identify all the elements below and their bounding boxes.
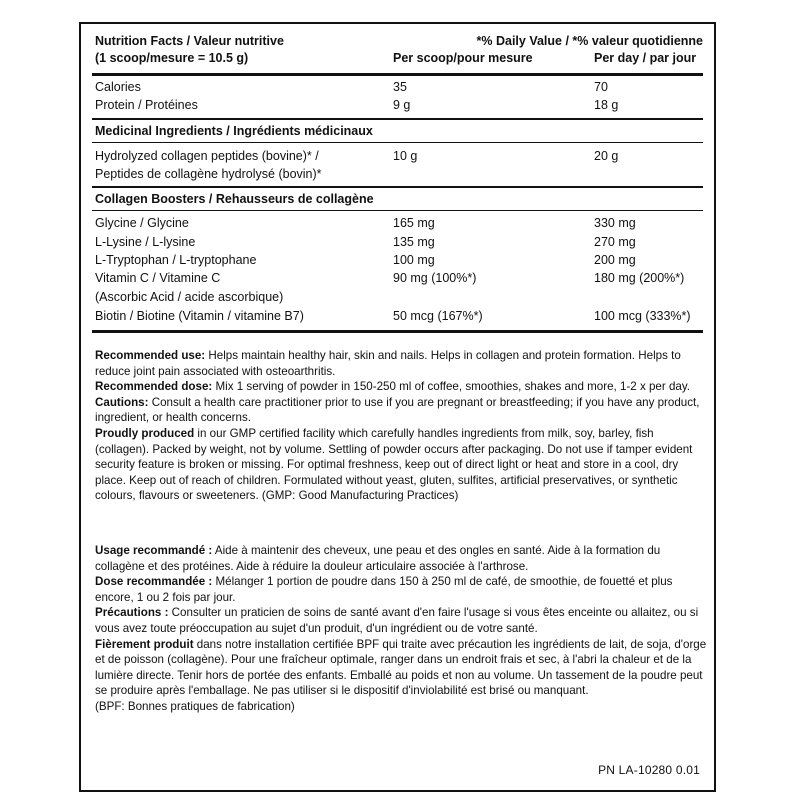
row-per-scoop: 10 g xyxy=(393,149,418,163)
row-name: Peptides de collagène hydrolysé (bovin)* xyxy=(95,167,322,181)
row-per-day: 100 mcg (333%*) xyxy=(594,309,691,323)
row-name: Biotin / Biotine (Vitamin / vitamine B7) xyxy=(95,309,304,323)
row-name: Protein / Protéines xyxy=(95,98,198,112)
divider xyxy=(92,142,703,143)
col-header-per-day: Per day / par jour xyxy=(594,51,697,65)
divider xyxy=(92,210,703,211)
dose-recommandee: Dose recommandée : Mélanger 1 portion de poudre dans 150 à 250 ml de café, de smoothie, de fouetté et plus encore, 1 ou 2 fois par jour. xyxy=(95,575,673,604)
cautions: Cautions: Consult a health care practitioner prior to use if you are pregnant or breastfeeding; if you have any product, ingredient, or health concerns. xyxy=(95,395,700,425)
row-per-scoop: 100 mg xyxy=(393,253,435,267)
row-per-scoop: 90 mg (100%*) xyxy=(393,271,477,285)
row-name: (Ascorbic Acid / acide ascorbique) xyxy=(95,290,284,304)
divider xyxy=(92,118,703,120)
daily-value-note: *% Daily Value / *% valeur quotidienne xyxy=(476,34,703,48)
row-name: Glycine / Glycine xyxy=(95,216,189,230)
medicinal-title: Medicinal Ingredients / Ingrédients médicinaux xyxy=(95,124,373,138)
row-per-day: 330 mg xyxy=(594,216,636,230)
french-directions xyxy=(95,543,707,715)
bpf-note: (BPF: Bonnes pratiques de fabrication) xyxy=(95,699,295,713)
row-per-scoop: 9 g xyxy=(393,98,411,112)
precautions: Précautions : Consulter un praticien de soins de santé avant d'en faire l'usage si vous êtes enceinte ou allaitez, ou si vous avez toute préoccupation au sujet d'un produit, d'un ingrédient ou de votre santé. xyxy=(95,606,699,635)
row-name: L-Tryptophan / L-tryptophane xyxy=(95,253,257,267)
row-name: Calories xyxy=(95,80,141,94)
row-per-day: 270 mg xyxy=(594,235,636,249)
row-per-scoop: 50 mcg (167%*) xyxy=(393,309,483,323)
fierement-produit: Fièrement produit dans notre installation certifiée BPF qui traite avec précaution les ingrédients de lait, de soja, d'orge et de poisson (collagène). Pour une fraîcheur optimale, ranger dans un endroit frais et sec, à l'abri la chaleur et de la lumière directe. Tenir hors de portée des enfants. Emballé au poids et non au volume. Un tassement de la poudre peut se produire après l'emballage. Ne pas utiliser si le dispositif d'inviolabilité est brisé ou manquant. xyxy=(95,637,707,698)
nutrition-header xyxy=(92,33,703,71)
recommended-dose: Recommended dose: Mix 1 serving of powder in 150-250 ml of coffee, smoothies, shakes and more, 1-2 x per day. xyxy=(95,380,690,394)
row-per-scoop: 165 mg xyxy=(393,216,435,230)
row-name: Vitamin C / Vitamine C xyxy=(95,271,221,285)
row-per-scoop: 135 mg xyxy=(393,235,435,249)
part-number: PN LA-10280 0.01 xyxy=(598,763,700,777)
row-per-day: 200 mg xyxy=(594,253,636,267)
row-name: Hydrolyzed collagen peptides (bovine)* / xyxy=(95,149,319,163)
nutrition-title: Nutrition Facts / Valeur nutritive (1 scoop/mesure = 10.5 g) xyxy=(95,34,284,65)
divider xyxy=(92,186,703,188)
serving-size: (1 scoop/mesure = 10.5 g) xyxy=(95,51,249,65)
row-name: L-Lysine / L-lysine xyxy=(95,235,196,249)
row-per-day: 20 g xyxy=(594,149,619,163)
row-per-day: 70 xyxy=(594,80,608,94)
proudly-produced: Proudly produced in our GMP certified facility which carefully handles ingredients from milk, soy, barley, fish (collagen). Packed by weight, not by volume. Settling of powder occurs after packaging. Do not use if tamper evident security feature is broken or missing. For optimal freshness, keep out of direct light or heat and store in a cool, dry place. Keep out of reach of children. Formulated without yeast, gluten, sulfites, artificial preservatives, or synthetic colours, flavours or sweeteners. (GMP: Good Manufacturing Practices) xyxy=(95,426,693,503)
usage-recommande: Usage recommandé : Aide à maintenir des cheveux, une peau et des ongles en santé. Aide à la formation du collagène et des protéines. Aide à réduire la douleur articulaire associée à l'arthrose. xyxy=(95,544,661,573)
row-per-scoop: 35 xyxy=(393,80,407,94)
divider xyxy=(92,330,703,333)
english-directions xyxy=(95,348,707,504)
row-per-day: 180 mg (200%*) xyxy=(594,271,685,285)
boosters-title: Collagen Boosters / Rehausseurs de collagène xyxy=(95,192,374,206)
divider xyxy=(92,73,703,76)
row-per-day: 18 g xyxy=(594,98,619,112)
col-header-per-scoop: Per scoop/pour mesure xyxy=(393,51,533,65)
recommended-use: Recommended use: Helps maintain healthy hair, skin and nails. Helps in collagen and protein formation. Helps to reduce joint pain associated with osteoarthritis. xyxy=(95,349,681,378)
